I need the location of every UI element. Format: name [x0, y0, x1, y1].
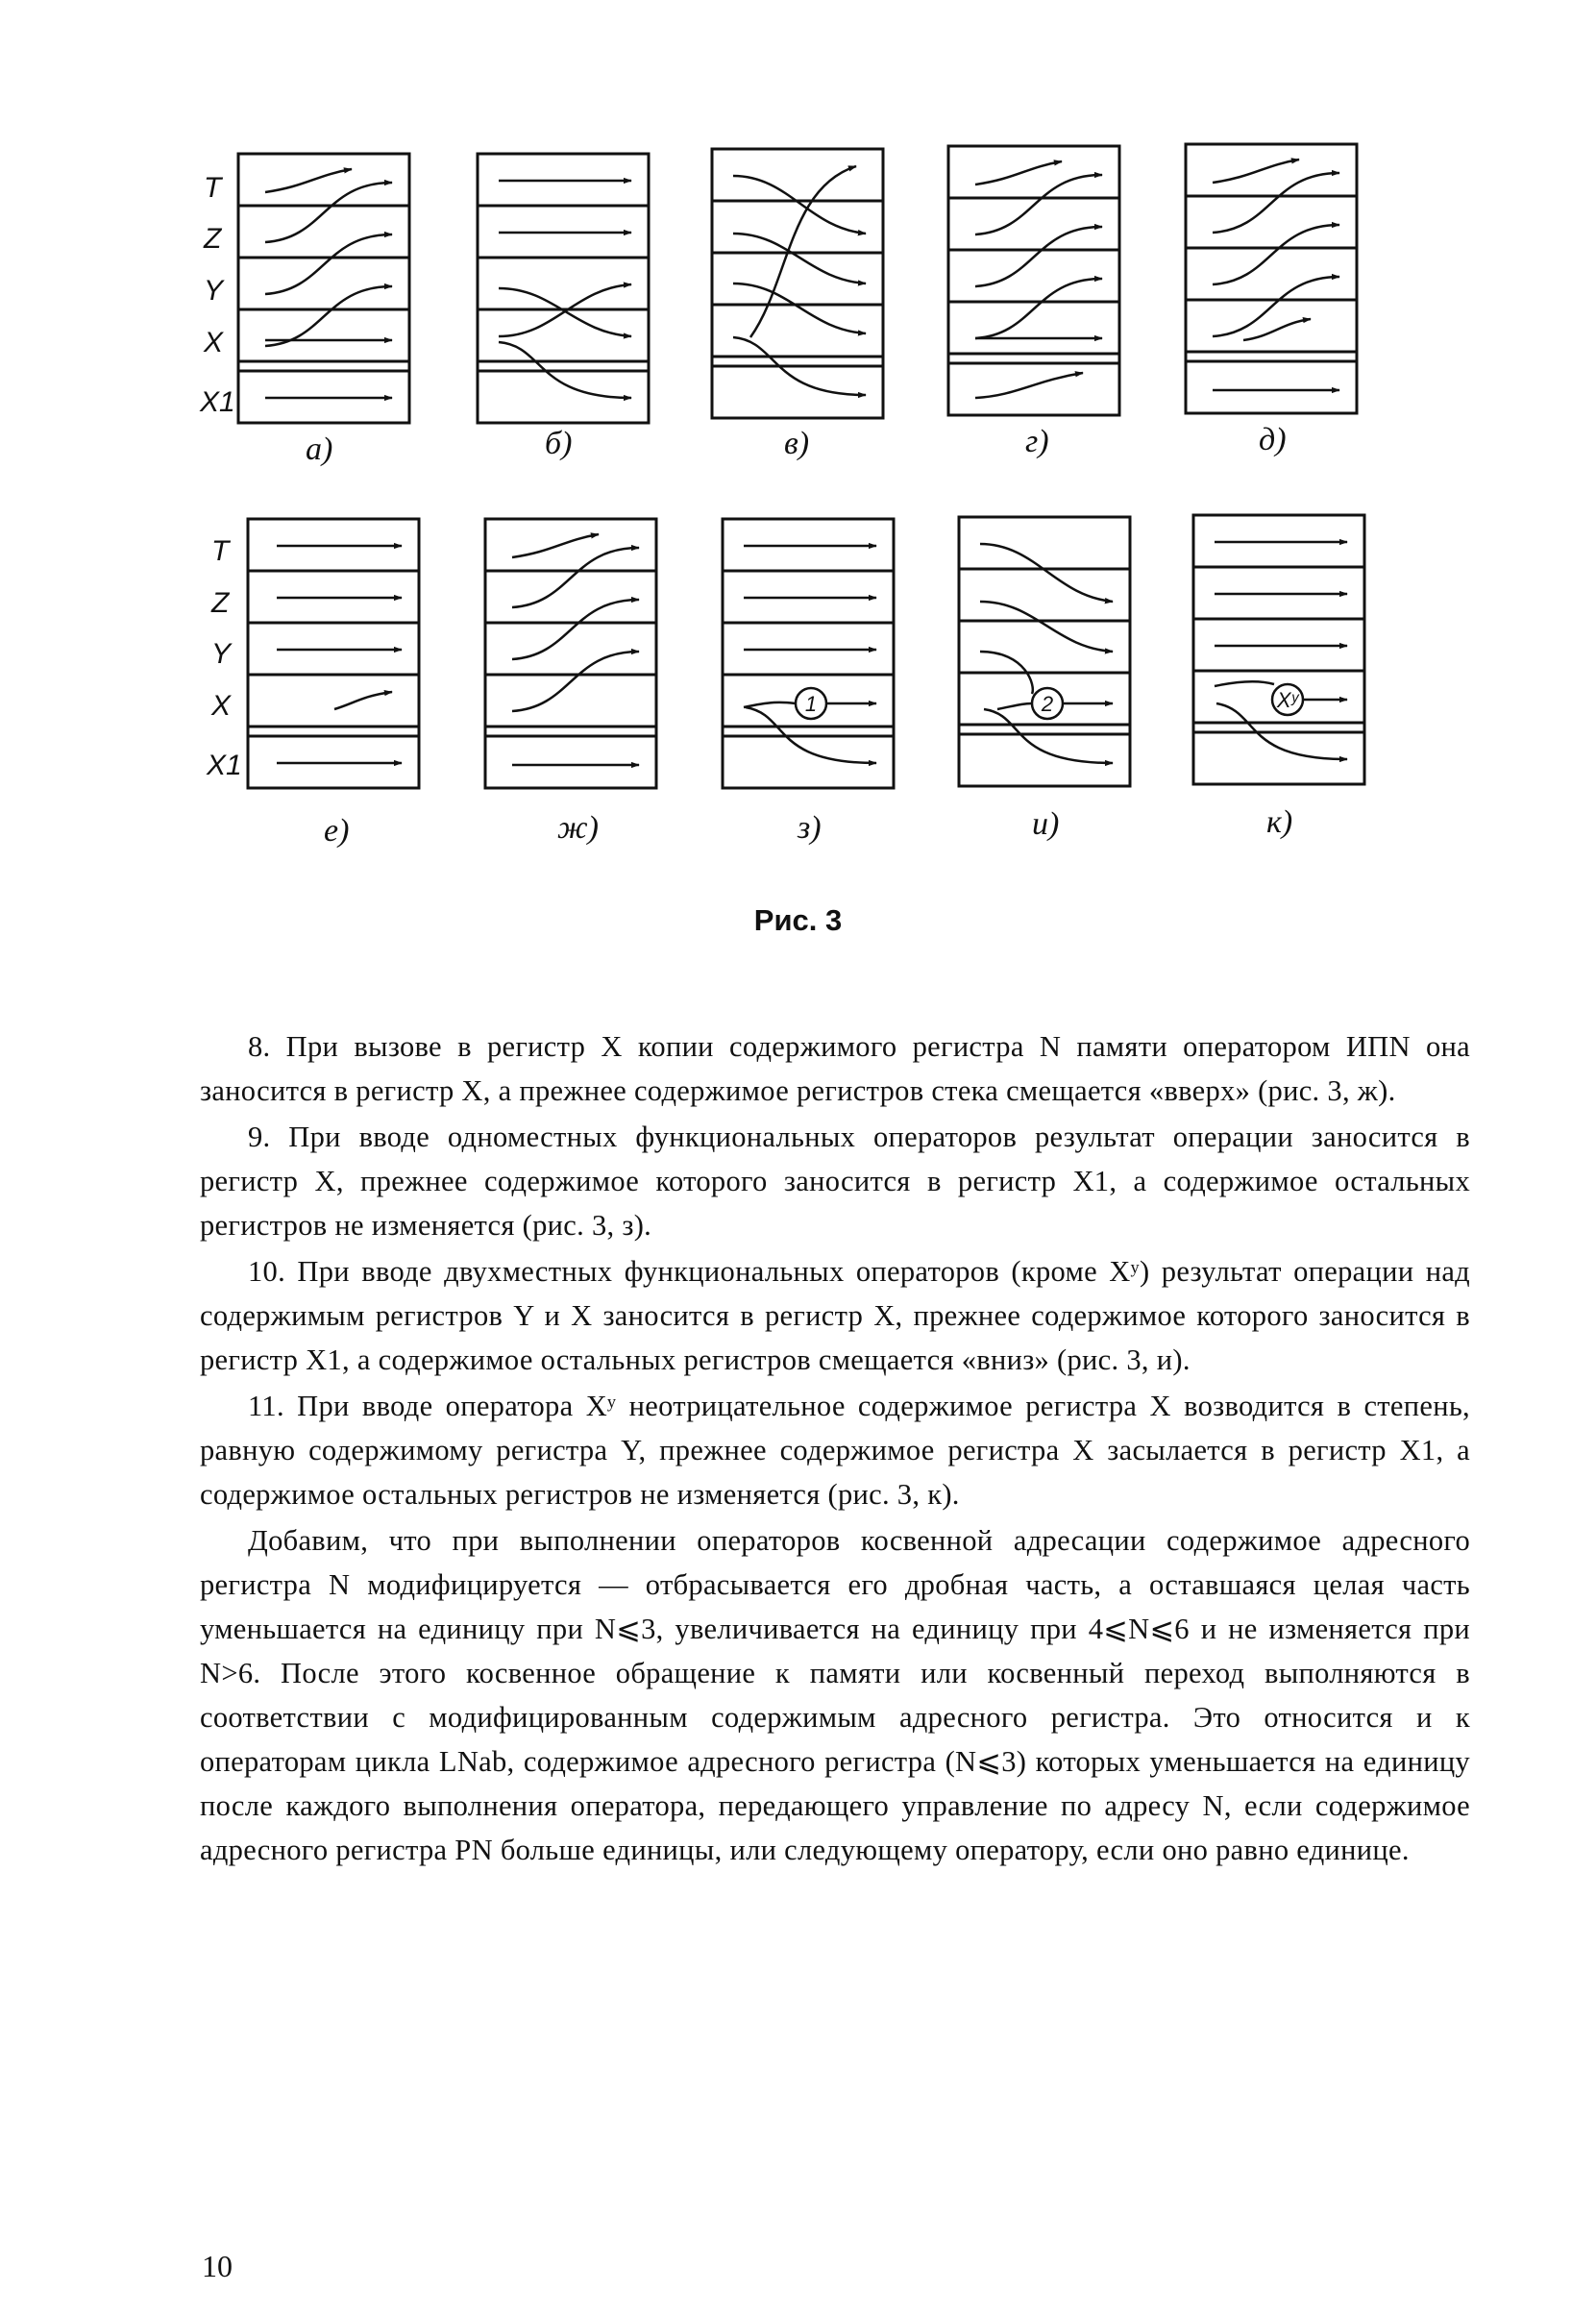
panel-i [959, 517, 1130, 786]
paragraph-8: 8. При вызове в регистр X копии содержимого регистра N памяти оператором ИПN она заносится в регистр X, а прежнее содержимое регистров стека смещается «вверх» (рис. 3, ж). [200, 1030, 1470, 1107]
panel-zh [485, 519, 656, 788]
label-Z: Z [211, 587, 230, 619]
panel-v [712, 149, 883, 418]
label-X1: X1 [207, 750, 242, 781]
paragraph-9: 9. При вводе одноместных функциональных операторов результат операции заносится в регистр X, прежнее содержимое которого заносится в регистр X1, а содержимое остальных регистров не изменяется (рис. 3, з). [200, 1121, 1470, 1242]
figure-caption: Рис. 3 [753, 903, 843, 937]
panel-k [1193, 515, 1364, 784]
label-Y: Y [211, 638, 232, 670]
panel-b [478, 154, 649, 423]
circle-label-2: 2 [1041, 692, 1054, 716]
circle-label-xy: Xʸ [1276, 688, 1299, 712]
label-Y: Y [204, 275, 224, 307]
caption-b: б) [545, 426, 573, 461]
panel-a [238, 154, 409, 423]
caption-a: a) [306, 431, 333, 467]
label-X: X [211, 690, 232, 722]
label-Z: Z [204, 223, 222, 255]
page-number: 10 [202, 2249, 233, 2283]
caption-i: и) [1032, 806, 1060, 842]
caption-g: г) [1025, 424, 1049, 459]
caption-d: д) [1259, 422, 1287, 457]
label-T: T [204, 172, 222, 204]
register-labels-row2 [206, 535, 242, 781]
label-X1: X1 [200, 386, 235, 418]
caption-z: з) [798, 810, 822, 846]
panel-d [1186, 144, 1357, 413]
label-T: T [211, 535, 230, 567]
paragraph-indirect-addressing: Добавим, что при выполнении операторов косвенной адресации содержимое адресного регистра N модифицируется — отбрасывается его дробная часть, а оставшаяся целая часть уменьшается на единицу при N⩽3, увеличивается на единицу при 4⩽N⩽6 и не изменяется при N>6. После этого косвенное обращение к памяти или косвенный переход выполняются в соответствии с модифицированным содержимым адресного регистра. Это относится и к операторам цикла LNab, содержимое адресного регистра (N⩽3) которых уменьшается на единицу после каждого выполнения оператора, передающего управление по адресу N, если содержимое адресного регистра PN больше единицы, или следующему оператору, если оно равно единице. [200, 1524, 1470, 1866]
panel-g [948, 146, 1119, 415]
caption-v: в) [784, 426, 810, 461]
circle-label-1: 1 [804, 692, 818, 716]
panel-z [723, 519, 894, 788]
paragraph-10: 10. При вводе двухместных функциональных операторов (кроме Xʸ) результат операции над содержимым регистров Y и X заносится в регистр X, прежнее содержимое которого заносится в регистр X1, а содержимое остальных регистров смещается «вниз» (рис. 3, и). [200, 1255, 1470, 1376]
panel-captions [306, 422, 1292, 849]
register-labels-row1 [199, 172, 235, 418]
label-X: X [204, 327, 224, 358]
register-stack-figure [0, 0, 1596, 884]
caption-e: е) [324, 813, 350, 849]
caption-zh: ж) [557, 810, 599, 846]
caption-k: к) [1266, 804, 1293, 840]
paragraph-11: 11. При вводе оператора Xʸ неотрицательное содержимое регистра X возводится в степень, равную содержимому регистра Y, прежнее содержимое регистра X засылается в регистр X1, а содержимое остальных регистров не изменяется (рис. 3, к). [200, 1390, 1470, 1511]
body-text [200, 1024, 1470, 1874]
panel-e [248, 519, 419, 788]
